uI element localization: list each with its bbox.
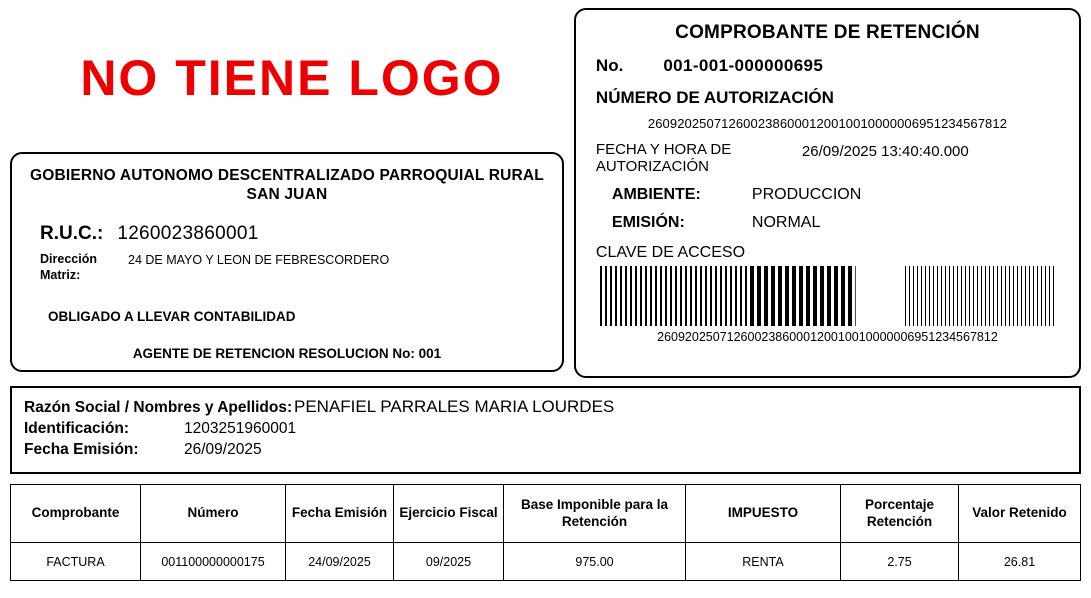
cell-ejercicio: 09/2025 [394,543,504,581]
document-number-label: No. [595,56,624,75]
table-row [11,543,1081,581]
logo-area [10,8,564,148]
cell-base: 975.00 [504,543,686,581]
ambiente-value: PRODUCCION [751,185,862,203]
col-base-imponible: Base Imponible para la Retención [504,485,686,543]
receiver-id-row [24,420,1067,438]
cell-impuesto: RENTA [686,543,841,581]
authorization-number: 2609202507126002386000120010010000006951234567812 [647,116,1008,131]
access-key-label: CLAVE DE ACCESO [595,243,746,261]
cell-fecha: 24/09/2025 [286,543,394,581]
issuer-address-row [26,251,548,284]
cell-comprobante: FACTURA [11,543,141,581]
col-valor-retenido: Valor Retenido [959,485,1081,543]
issuer-address-value: 24 DE MAYO Y LEON DE FEBRESCORDERO [128,252,390,267]
ambiente-label: AMBIENTE: [611,185,701,203]
access-key-value: 2609202507126002386000120010010000006951234567812 [657,329,998,344]
document-number-row [590,56,1065,76]
table-header-row [11,485,1081,543]
issuer-address-label: Dirección Matriz: [40,251,97,282]
document-number-value: 001-001-000000695 [663,56,824,75]
col-porcentaje-retencion: Porcentaje Retención [841,485,959,543]
issuer-accounting-note: OBLIGADO A LLEVAR CONTABILIDAD [48,309,296,325]
issuer-info-box [10,152,564,372]
receiver-info-box [10,386,1081,474]
issuer-column [10,8,564,372]
receiver-name-row [24,397,1067,417]
emision-label: EMISIÓN: [611,213,685,231]
receiver-name-value: PENAFIEL PARRALES MARIA LOURDES [294,397,615,416]
authorization-date-value: 26/09/2025 13:40:40.000 [801,143,969,160]
col-comprobante: Comprobante [11,485,141,543]
col-fecha-emision: Fecha Emisión [286,485,394,543]
document-header [10,8,1081,380]
logo-placeholder-text: NO TIENE LOGO [80,50,504,106]
receiver-name-label: Razón Social / Nombres y Apellidos: [24,399,293,416]
receiver-date-value: 26/09/2025 [184,441,262,458]
col-numero: Número [141,485,286,543]
receiver-id-value: 1203251960001 [184,420,297,437]
issuer-ruc-label: R.U.C.: [40,222,104,244]
authorization-date-row [590,141,1065,176]
authorization-date-label: FECHA Y HORA DE AUTORIZACIÓN [595,141,732,176]
ambiente-row [590,186,1065,204]
issuer-agent-note: AGENTE DE RETENCION RESOLUCION No: 001 [132,346,442,362]
barcode-icon [600,266,1055,326]
emision-value: NORMAL [751,213,821,231]
document-info-box [574,8,1081,378]
receiver-date-label: Fecha Emisión: [24,441,139,458]
col-impuesto: IMPUESTO [686,485,841,543]
col-ejercicio-fiscal: Ejercicio Fiscal [394,485,504,543]
retention-detail-table [10,484,1081,581]
document-title: COMPROBANTE DE RETENCIÓN [675,22,980,43]
receiver-date-row [24,441,1067,459]
cell-porcentaje: 2.75 [841,543,959,581]
cell-valor: 26.81 [959,543,1081,581]
issuer-name: GOBIERNO AUTONOMO DESCENTRALIZADO PARROQUIAL RURAL SAN JUAN [29,167,544,204]
receiver-id-label: Identificación: [24,420,130,437]
emision-row [590,214,1065,232]
authorization-title: NÚMERO DE AUTORIZACIÓN [595,88,834,107]
issuer-ruc-value: 1260023860001 [117,222,259,244]
cell-numero: 001100000000175 [141,543,286,581]
issuer-ruc-row [26,223,548,245]
